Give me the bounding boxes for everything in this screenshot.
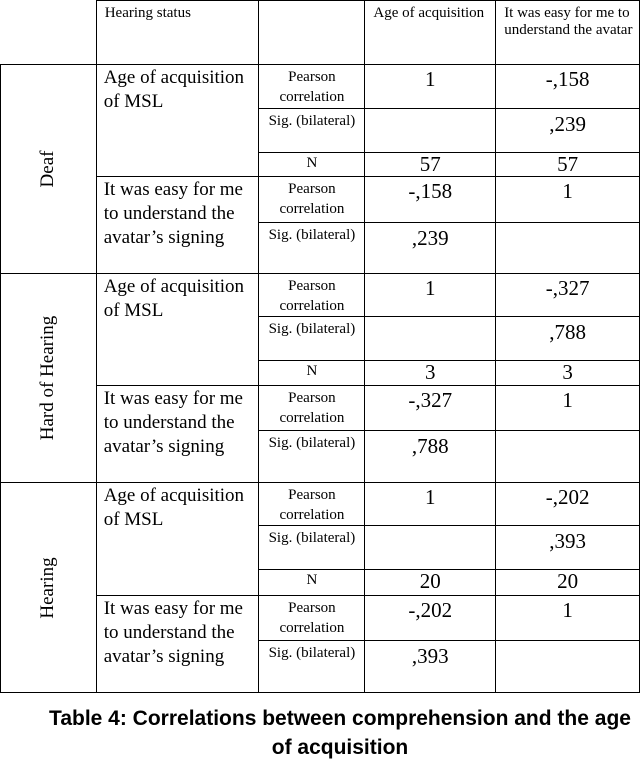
variable-label: It was easy for me to understand the avatar’s signing — [96, 596, 259, 693]
value-cell: 1 — [496, 386, 640, 431]
value-cell: 57 — [365, 153, 496, 177]
variable-label: Age of acquisition of MSL — [96, 65, 259, 177]
variable-label: It was easy for me to understand the avatar’s signing — [96, 386, 259, 483]
value-cell: 57 — [496, 153, 640, 177]
value-cell: 1 — [496, 177, 640, 223]
value-cell: 20 — [496, 570, 640, 596]
value-cell: 1 — [365, 65, 496, 109]
value-cell: 1 — [365, 483, 496, 526]
stat-label: N — [259, 153, 365, 177]
stat-label: Pearson correlation — [259, 386, 365, 431]
stat-label: Pearson correlation — [259, 596, 365, 641]
value-cell — [496, 223, 640, 274]
stat-label: Sig. (bilateral) — [259, 526, 365, 570]
value-cell: 3 — [365, 361, 496, 386]
value-cell: ,239 — [365, 223, 496, 274]
value-cell — [496, 641, 640, 693]
group-label: Hearing — [37, 556, 59, 619]
header-blank — [259, 1, 365, 65]
stat-label: Pearson correlation — [259, 483, 365, 526]
header-age-of-acquisition: Age of acquisition — [365, 1, 496, 65]
value-cell: 1 — [365, 274, 496, 317]
stat-label: N — [259, 361, 365, 386]
value-cell — [496, 431, 640, 483]
value-cell: ,788 — [496, 317, 640, 361]
value-cell: 20 — [365, 570, 496, 596]
value-cell — [365, 109, 496, 153]
table-row — [1, 386, 640, 431]
value-cell: ,393 — [496, 526, 640, 570]
value-cell: -,327 — [496, 274, 640, 317]
table-caption: Table 4: Correlations between comprehension and the age of acquisition — [49, 707, 631, 759]
value-cell: ,788 — [365, 431, 496, 483]
stat-label: Sig. (bilateral) — [259, 317, 365, 361]
variable-label: It was easy for me to understand the avatar’s signing — [96, 177, 259, 274]
value-cell — [365, 317, 496, 361]
stat-label: Sig. (bilateral) — [259, 109, 365, 153]
group-deaf — [1, 65, 97, 274]
stat-label: Pearson correlation — [259, 274, 365, 317]
group-label: Hard of Hearing — [37, 315, 59, 441]
table-row — [1, 274, 640, 317]
header-easy-to-understand: It was easy for me to understand the avatar — [496, 1, 640, 65]
group-label: Deaf — [37, 150, 59, 188]
value-cell: -,158 — [496, 65, 640, 109]
stat-label: N — [259, 570, 365, 596]
stat-label: Sig. (bilateral) — [259, 431, 365, 483]
stat-label: Sig. (bilateral) — [259, 641, 365, 693]
variable-label: Age of acquisition of MSL — [96, 274, 259, 386]
header-row — [1, 1, 640, 65]
table-row — [1, 596, 640, 641]
table-row — [1, 483, 640, 526]
stat-label: Pearson correlation — [259, 177, 365, 223]
value-cell: 1 — [496, 596, 640, 641]
table-row — [1, 65, 640, 109]
value-cell: 3 — [496, 361, 640, 386]
stat-label: Pearson correlation — [259, 65, 365, 109]
value-cell: -,158 — [365, 177, 496, 223]
header-hearing-status: Hearing status — [96, 1, 259, 65]
group-hard-of-hearing — [1, 274, 97, 483]
value-cell: -,202 — [365, 596, 496, 641]
value-cell — [365, 526, 496, 570]
value-cell: ,393 — [365, 641, 496, 693]
group-hearing — [1, 483, 97, 693]
corner-cell — [1, 1, 97, 65]
value-cell: ,239 — [496, 109, 640, 153]
variable-label: Age of acquisition of MSL — [96, 483, 259, 596]
table-row — [1, 177, 640, 223]
value-cell: -,202 — [496, 483, 640, 526]
stat-label: Sig. (bilateral) — [259, 223, 365, 274]
value-cell: -,327 — [365, 386, 496, 431]
